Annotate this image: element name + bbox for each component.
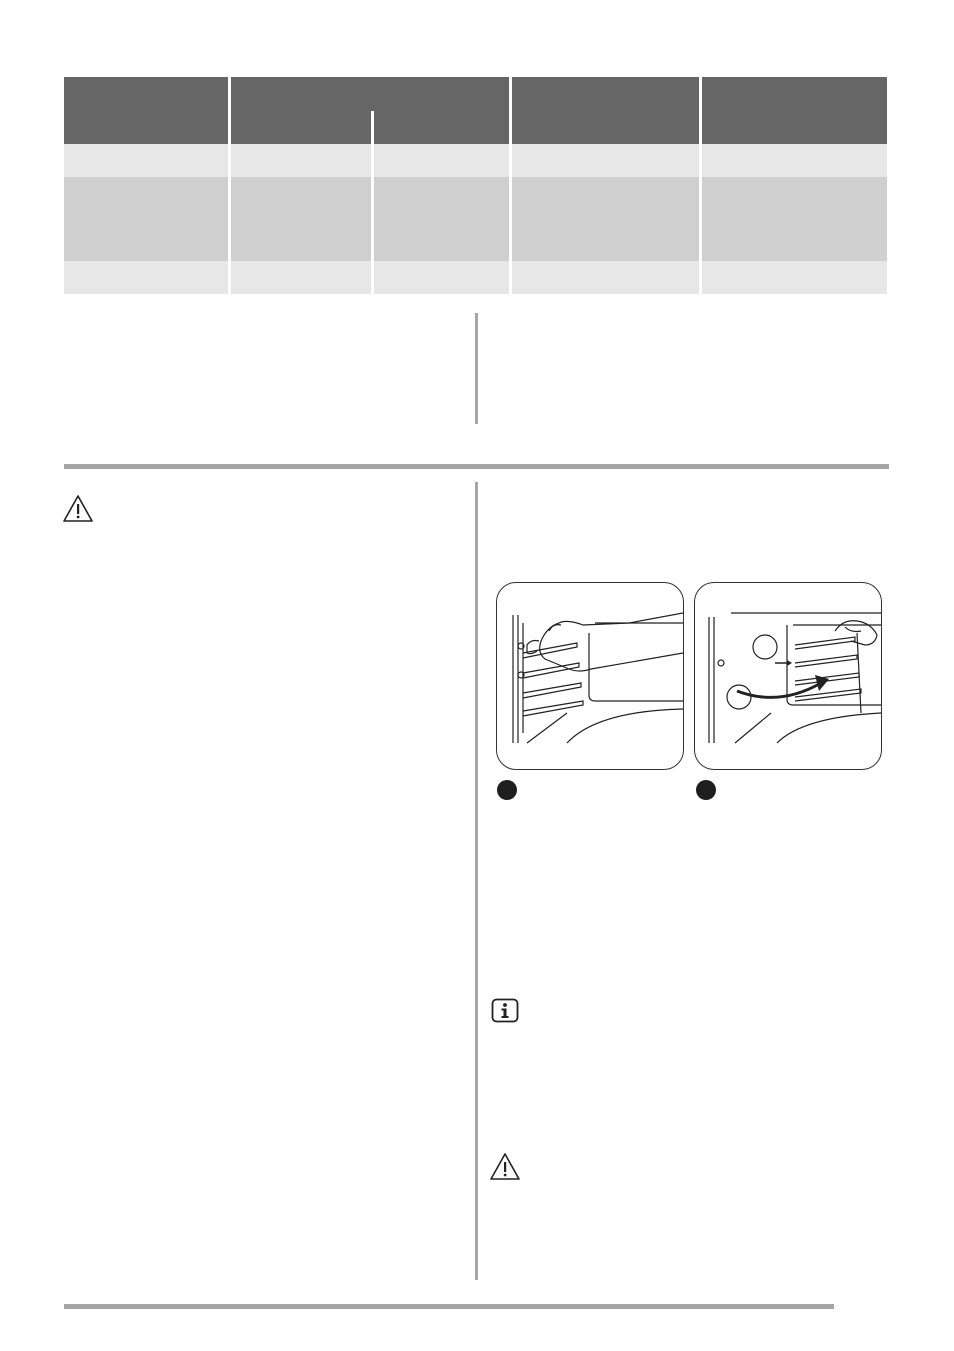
column-divider [475,313,478,424]
table-header-cell [512,77,699,144]
info-icon [491,998,519,1024]
table-row [64,144,887,177]
table-column-divider [371,144,374,294]
table-row [64,177,887,261]
table-subheader-divider [371,111,374,144]
illustration-remove-shelf-support-step2 [694,582,882,770]
oven-rack-hand-drawing [497,583,683,769]
table-header-cell [231,77,509,144]
column-divider [475,482,478,1280]
table-column-divider [509,144,512,294]
footer-divider [64,1304,834,1309]
section-divider [64,464,889,469]
illustration-remove-shelf-support-step1 [496,582,684,770]
step-marker-1 [497,780,517,800]
warning-triangle-icon [489,1152,521,1182]
table-header-cell [702,77,887,144]
table-header-cell [64,77,228,144]
table-column-divider [699,144,702,294]
table-row [64,261,887,294]
oven-rack-rotate-drawing [695,583,881,769]
warning-triangle-icon [62,494,94,524]
table-column-divider [228,144,231,294]
step-marker-2 [696,780,716,800]
